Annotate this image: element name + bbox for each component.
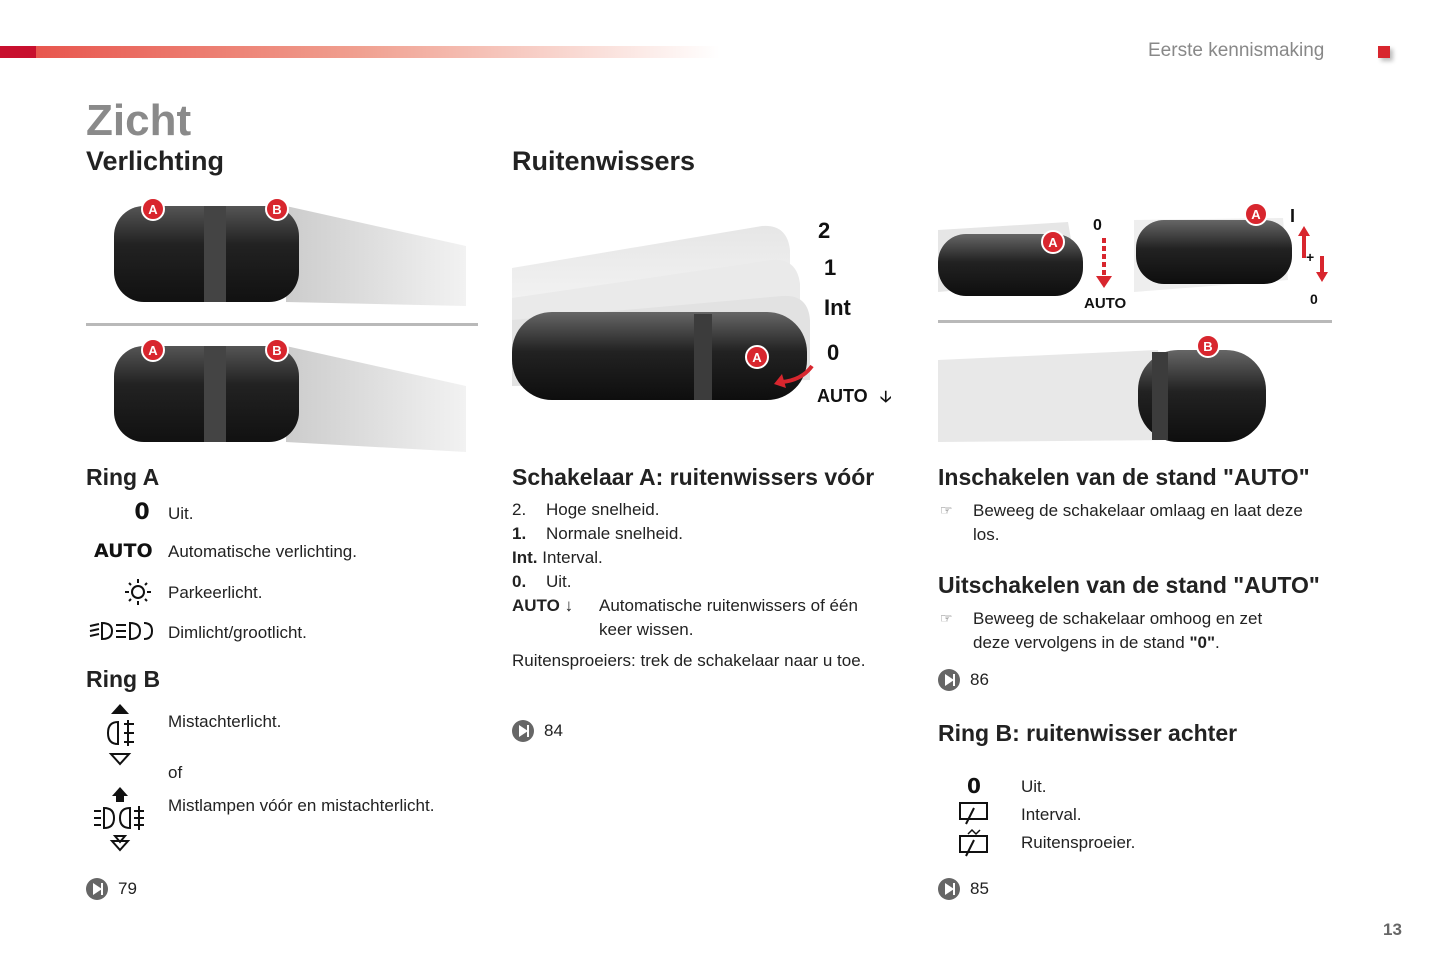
ring-b-or: of	[168, 763, 183, 782]
disable-auto-text-2: deze vervolgens in de stand "0".	[973, 633, 1220, 652]
header-bar-accent	[0, 46, 36, 58]
disable-auto-text-1: Beweeg de schakelaar omhoog en zet	[973, 609, 1263, 628]
svg-text:A: A	[752, 350, 762, 365]
page-ref-icon	[938, 669, 960, 691]
enable-auto-text-2: los.	[973, 525, 1000, 544]
ring-a-parking: Parkeerlicht.	[168, 583, 263, 602]
auto-mode-figure	[938, 200, 1332, 314]
rear-wiper-figure	[938, 330, 1332, 452]
speed-row-auto-text-1: Automatische ruitenwissers of één	[599, 596, 858, 615]
svg-text:Int: Int	[824, 295, 851, 320]
speed-row-auto-key: AUTO ↓	[512, 596, 574, 615]
enable-auto-heading: Inschakelen van de stand "AUTO"	[938, 464, 1310, 490]
ring-b-rear-fog: Mistachterlicht.	[168, 712, 282, 731]
speed-row-0: 0. Uit.	[512, 572, 572, 591]
lighting-page-ref[interactable]: 79	[86, 878, 137, 900]
speed-row-1: 1. Normale snelheid.	[512, 524, 684, 543]
rear-wiper-heading: Ring B: ruitenwisser achter	[938, 720, 1238, 746]
speed-row-2: 2. Hoge snelheid.	[512, 500, 660, 519]
page-number: 13	[1383, 920, 1402, 939]
auto-page-ref[interactable]: 86	[938, 669, 989, 691]
hint-icon: ☞	[940, 610, 953, 626]
lighting-stalk-figure-1	[86, 196, 478, 318]
wipers-heading: Ruitenwissers	[512, 146, 696, 176]
ring-a-heading: Ring A	[86, 464, 160, 490]
rear-wiper-page-ref[interactable]: 85	[938, 878, 989, 900]
ring-a-auto: Automatische verlichting.	[168, 542, 357, 561]
svg-text:1: 1	[824, 255, 837, 280]
speed-row-int: Int. Interval.	[512, 548, 603, 567]
enable-auto-text-1: Beweeg de schakelaar omlaag en laat deze	[973, 501, 1303, 520]
svg-text:I: I	[1290, 206, 1296, 226]
rear-wiper-interval-icon	[958, 800, 990, 826]
svg-text:AUTO: AUTO	[817, 386, 868, 406]
page-title: Zicht	[86, 96, 192, 145]
svg-text:2: 2	[818, 218, 831, 243]
ring-b-front-rear-fog: Mistlampen vóór en mistachterlicht.	[168, 796, 435, 815]
section-title: Eerste kennismaking	[1148, 40, 1325, 61]
svg-text:🡣: 🡣	[880, 389, 892, 406]
off-symbol: 0	[134, 500, 150, 525]
header-bar	[0, 46, 720, 58]
page-ref-icon	[938, 878, 960, 900]
parking-light-icon	[122, 578, 154, 606]
wipers-page-ref[interactable]: 84	[512, 720, 563, 742]
dipped-main-beam-icon	[88, 620, 154, 642]
svg-text:B: B	[272, 202, 282, 217]
page-ref-icon	[86, 878, 108, 900]
rear-off-symbol: 0	[967, 774, 981, 798]
section-marker	[1378, 46, 1390, 58]
front-rear-fog-light-icon	[92, 786, 148, 852]
svg-text:0: 0	[1093, 217, 1102, 234]
lighting-heading: Verlichting	[86, 146, 225, 176]
figure-divider	[938, 320, 1332, 323]
svg-text:A: A	[148, 202, 158, 217]
hint-icon: ☞	[940, 502, 953, 518]
washer-text: Ruitensproeiers: trek de schakelaar naar u toe.	[512, 651, 866, 670]
rear-wiper-off: Uit.	[1021, 777, 1047, 796]
svg-text:B: B	[1203, 339, 1213, 354]
page-ref-icon	[512, 720, 534, 742]
rear-wiper-interval: Interval.	[1021, 805, 1082, 824]
svg-text:B: B	[272, 343, 282, 358]
ring-a-beam: Dimlicht/grootlicht.	[168, 623, 307, 642]
speed-row-auto-text-2: keer wissen.	[599, 620, 694, 639]
rear-fog-light-icon	[102, 702, 138, 766]
ring-b-heading: Ring B	[86, 666, 161, 692]
svg-text:A: A	[148, 343, 158, 358]
svg-text:+: +	[1306, 249, 1315, 265]
svg-text:A: A	[1048, 235, 1058, 250]
figure-divider	[86, 323, 478, 326]
switch-a-heading: Schakelaar A: ruitenwissers vóór	[512, 464, 875, 490]
svg-text:0: 0	[1310, 291, 1318, 307]
rear-washer-icon	[958, 828, 990, 858]
disable-auto-heading: Uitschakelen van de stand "AUTO"	[938, 572, 1320, 598]
svg-text:0: 0	[827, 340, 840, 365]
lighting-stalk-figure-2	[86, 336, 478, 456]
svg-text:A: A	[1251, 207, 1261, 222]
auto-symbol: AUTO	[94, 540, 153, 562]
wiper-stalk-figure	[512, 210, 906, 442]
ring-a-off: Uit.	[168, 504, 194, 523]
rear-washer: Ruitensproeier.	[1021, 833, 1136, 852]
svg-text:AUTO: AUTO	[1084, 295, 1127, 312]
